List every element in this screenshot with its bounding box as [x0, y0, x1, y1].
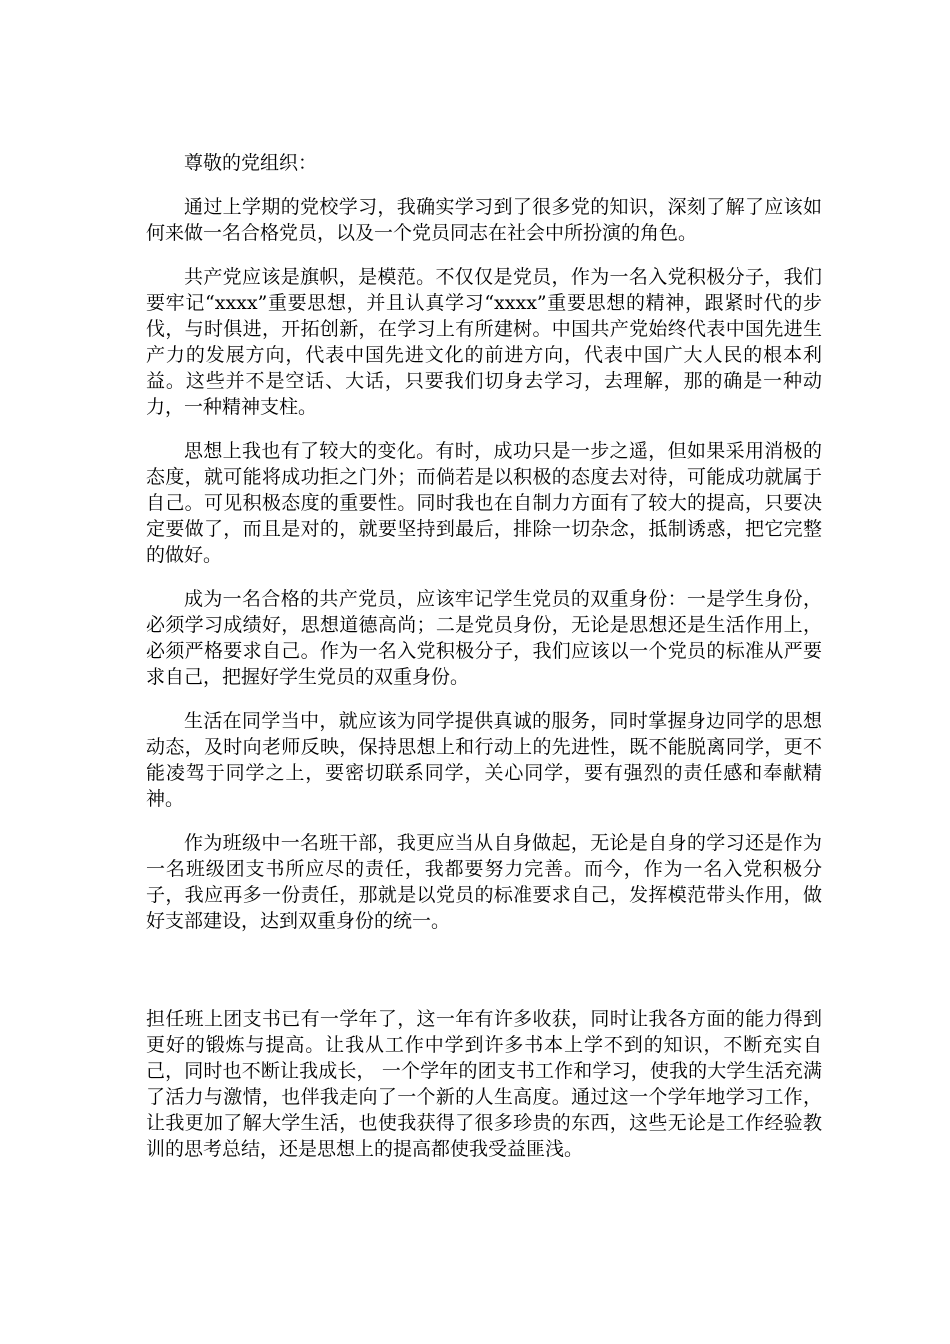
paragraph-4: 成为一名合格的共产党员，应该牢记学生党员的双重身份：一是学生身份，必须学习成绩好，思想道德高尚；二是党员身份，无论是思想还是生活作用上，必须严格要求自己。作为一名入党积极分子，我们应该以一个党员的标准从严要求自己，把握好学生党员的双重身份。	[146, 588, 822, 688]
paragraph-6: 作为班级中一名班干部，我更应当从自身做起，无论是自身的学习还是作为一名班级团支书所应尽的责任，我都要努力完善。而今，作为一名入党积极分子，我应再多一份责任，那就是以党员的标准要求自己，发挥模范带头作用，做好支部建设，达到双重身份的统一。	[146, 832, 822, 932]
paragraph-5: 生活在同学当中，就应该为同学提供真诚的服务，同时掌握身边同学的思想动态，及时向老师反映，保持思想上和行动上的先进性，既不能脱离同学，更不能凌驾于同学之上，要密切联系同学，关心同学，要有强烈的责任感和奉献精神。	[146, 710, 822, 810]
paragraph-1: 通过上学期的党校学习，我确实学习到了很多党的知识，深刻了解了应该如何来做一名合格党员，以及一个党员同志在社会中所扮演的角色。	[146, 196, 822, 244]
closing-paragraph: 担任班上团支书已有一学年了，这一年有许多收获，同时让我各方面的能力得到更好的锻炼与提高。让我从工作中学到许多书本上学不到的知识，不断充实自己，同时也不断让我成长， 一个学年的团支书工作和学习，使我的大学生活充满了活力与激情，也伴我走向了一个新的人生高度。通过这一个学年地学习工作，让我更加了解大学生活，也使我获得了很多珍贵的东西，这些无论是工作经验教训的思考总结，还是思想上的提高都使我受益匪浅。	[146, 1008, 822, 1160]
document-body	[146, 150, 822, 1180]
paragraph-2: 共产党应该是旗帜，是模范。不仅仅是党员，作为一名入党积极分子，我们要牢记“xxxx”重要思想，并且认真学习“xxxx”重要思想的精神，跟紧时代的步伐，与时俱进，开拓创新，在学习上有所建树。中国共产党始终代表中国先进生产力的发展方向，代表中国先进文化的前进方向，代表中国广大人民的根本利益。这些并不是空话、大话，只要我们切身去学习，去理解，那的确是一种动力，一种精神支柱。	[146, 266, 822, 418]
salutation: 尊敬的党组织：	[184, 152, 318, 174]
paragraph-3: 思想上我也有了较大的变化。有时，成功只是一步之遥，但如果采用消极的态度，就可能将成功拒之门外；而倘若是以积极的态度去对待，可能成功就属于自己。可见积极态度的重要性。同时我也在自制力方面有了较大的提高，只要决定要做了，而且是对的，就要坚持到最后，排除一切杂念，抵制诱惑，把它完整的做好。	[146, 440, 822, 566]
